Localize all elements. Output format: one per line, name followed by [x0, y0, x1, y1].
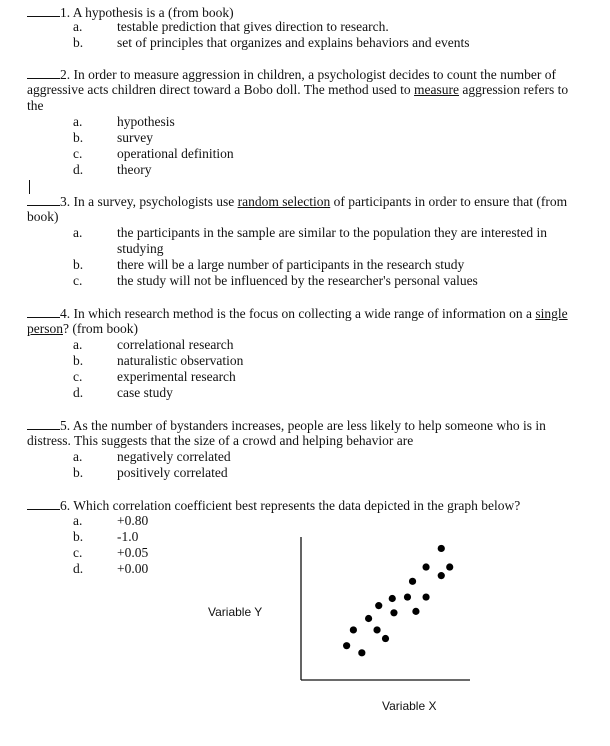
data-point — [375, 602, 382, 609]
option-label: a. — [73, 19, 83, 34]
text: 4. In which research method is the focus on collecting a wide range of information on a — [60, 306, 536, 321]
option-text: operational definition — [117, 146, 234, 161]
data-point — [382, 635, 389, 642]
underlined-text: random selection — [237, 194, 331, 209]
text: 3. In a survey, psychologists use — [60, 194, 238, 209]
option-label: b. — [73, 35, 84, 50]
option-label: a. — [73, 449, 83, 464]
option-label: c. — [73, 146, 83, 161]
option-text: case study — [117, 385, 173, 400]
option-text: +0.00 — [117, 561, 149, 576]
option-label: b. — [73, 465, 84, 480]
option-label: d. — [73, 561, 84, 576]
option-label: a. — [73, 114, 83, 129]
option-text: the study will not be influenced by the researcher's personal values — [117, 273, 478, 288]
option-text: experimental research — [117, 369, 236, 384]
text: of participants in order to ensure that (from — [330, 194, 568, 209]
data-point — [409, 578, 416, 585]
option-text: naturalistic observation — [117, 353, 244, 368]
data-point — [412, 608, 419, 615]
underlined-text: single — [535, 306, 568, 321]
option-label: d. — [73, 162, 84, 177]
data-point — [422, 563, 429, 570]
option-label: d. — [73, 385, 84, 400]
option-label: c. — [73, 369, 83, 384]
option-text: testable prediction that gives direction to research. — [117, 19, 389, 34]
question-3-line2: book) — [27, 209, 59, 224]
option-text: correlational research — [117, 337, 234, 352]
data-point — [389, 595, 396, 602]
y-axis-label: Variable Y — [208, 605, 263, 619]
option-label: a. — [73, 337, 83, 352]
option-text: +0.80 — [117, 513, 149, 528]
x-axis-label: Variable X — [382, 699, 437, 713]
question-text: 1. A hypothesis is a (from book) — [60, 5, 234, 20]
option-label: b. — [73, 257, 84, 272]
data-point — [365, 615, 372, 622]
data-point — [446, 563, 453, 570]
question-text: 6. Which correlation coefficient best represents the data depicted in the graph below? — [60, 498, 521, 513]
data-point — [422, 593, 429, 600]
option-text: negatively correlated — [117, 449, 231, 464]
text: aggression refers to — [459, 82, 569, 97]
option-text: +0.05 — [117, 545, 149, 560]
question-5-line2: distress. This suggests that the size of a crowd and helping behavior are — [27, 433, 414, 448]
option-label: b. — [73, 529, 84, 544]
data-point — [404, 593, 411, 600]
data-point — [358, 649, 365, 656]
option-label: b. — [73, 353, 84, 368]
question-text: 5. As the number of bystanders increases, people are less likely to help someone who is in — [60, 418, 546, 433]
option-label: c. — [73, 545, 83, 560]
data-point — [438, 572, 445, 579]
option-label: c. — [73, 273, 83, 288]
underlined-text: person — [27, 321, 63, 336]
data-point — [373, 626, 380, 633]
option-text: there will be a large number of participants in the research study — [117, 257, 465, 272]
option-text: positively correlated — [117, 465, 228, 480]
data-point — [438, 545, 445, 552]
option-text: -1.0 — [117, 529, 139, 544]
question-2-line3: the — [27, 98, 44, 113]
data-point — [390, 609, 397, 616]
option-text: set of principles that organizes and explains behaviors and events — [117, 35, 470, 50]
option-text: theory — [117, 162, 152, 177]
question-text: 2. In order to measure aggression in children, a psychologist decides to count the number of — [60, 67, 556, 82]
option-label: a. — [73, 513, 83, 528]
text: ? (from book) — [63, 321, 138, 336]
option-label: a. — [73, 225, 83, 240]
option-label: b. — [73, 130, 84, 145]
data-point — [343, 642, 350, 649]
option-text: hypothesis — [117, 114, 175, 129]
option-text: the participants in the sample are similar to the population they are interested in — [117, 225, 547, 240]
data-point — [350, 626, 357, 633]
text: aggressive acts children direct toward a Bobo doll. The method used to — [27, 82, 415, 97]
option-text: studying — [117, 241, 164, 256]
option-text: survey — [117, 130, 153, 145]
underlined-text: measure — [414, 82, 460, 97]
